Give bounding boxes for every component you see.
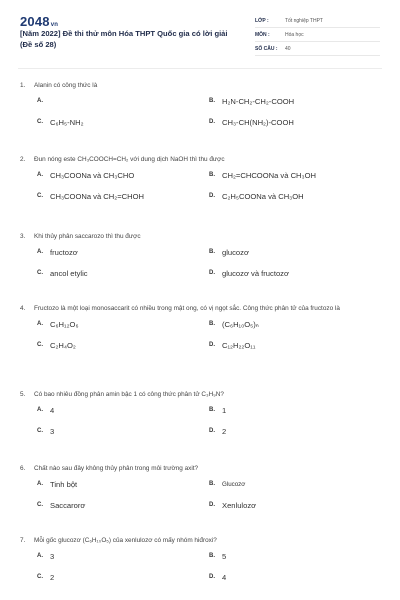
option-a[interactable] [37, 546, 209, 567]
option-text: 2 [222, 426, 227, 436]
meta-row-class [255, 14, 380, 28]
option-label: A. [37, 481, 43, 487]
option-label: D. [209, 119, 215, 125]
option-text: (C₆H₁₀O₅)ₙ [222, 319, 259, 329]
option-d[interactable] [209, 263, 381, 284]
meta-key: MÔN : [255, 31, 270, 38]
option-text: 4 [50, 405, 55, 415]
site-logo[interactable] [20, 14, 58, 29]
question-number: 2. [20, 156, 26, 163]
option-label: C. [37, 502, 43, 508]
option-label: C. [37, 428, 43, 434]
question-7 [20, 536, 385, 588]
option-label: B. [209, 481, 215, 487]
option-a[interactable] [37, 474, 209, 495]
option-d[interactable] [209, 112, 381, 133]
option-text: CH₂=CHCOONa và CH₃OH [222, 170, 317, 180]
option-text: Xenlulozơ [222, 500, 257, 510]
option-text: 3 [50, 551, 55, 561]
option-text: 1 [222, 405, 227, 415]
question-5 [20, 390, 385, 442]
option-text: Tinh bột [50, 479, 78, 489]
option-text: 2 [50, 572, 55, 582]
option-label: D. [209, 342, 215, 348]
question-4 [20, 304, 385, 356]
question-text: Fructozo là một loại monosaccarit có nhiều trong mật ong, có vị ngọt sắc. Công thức phân tử của fructozo là [34, 305, 340, 312]
meta-row-count [255, 42, 380, 56]
question-text: Khi thủy phân saccarozo thì thu được [34, 233, 141, 240]
question-number: 4. [20, 305, 26, 312]
question-number: 7. [20, 537, 26, 544]
option-b[interactable] [209, 546, 381, 567]
option-d[interactable] [209, 567, 381, 588]
option-label: B. [209, 98, 215, 104]
option-text: C₆H₁₂O₆ [50, 319, 79, 329]
option-text: H₂N-CH₂-CH₂-COOH [222, 96, 295, 106]
option-label: B. [209, 249, 215, 255]
option-text: C₁₂H₂₂O₁₁ [222, 340, 256, 350]
option-a[interactable] [37, 400, 209, 421]
option-text: C₆H₅-NH₂ [50, 117, 84, 127]
option-label: A. [37, 553, 43, 559]
option-text: CH₃COONa và CH₃CHO [50, 170, 135, 180]
option-label: D. [209, 574, 215, 580]
option-label: B. [209, 553, 215, 559]
meta-key: SỐ CÂU : [255, 45, 278, 52]
option-text: glucozơ [222, 247, 249, 257]
option-a[interactable] [37, 165, 209, 186]
meta-value: 40 [285, 45, 291, 52]
option-text: fructozơ [50, 247, 78, 257]
option-text: C₂H₄O₂ [50, 340, 76, 350]
option-text: 3 [50, 426, 55, 436]
option-label: C. [37, 342, 43, 348]
option-c[interactable] [37, 421, 209, 442]
option-d[interactable] [209, 335, 381, 356]
option-text: CH₃-CH(NH₂)-COOH [222, 117, 294, 127]
option-label: A. [37, 321, 43, 327]
meta-row-subject [255, 28, 380, 42]
option-c[interactable] [37, 112, 209, 133]
question-text: Mỗi gốc glucozơ (C₆H₁₀O₅) của xenlulozơ có mấy nhóm hiđroxi? [34, 537, 217, 544]
option-label: D. [209, 270, 215, 276]
option-label: B. [209, 172, 215, 178]
question-text: Chất nào sau đây không thủy phân trong môi trường axit? [34, 465, 199, 472]
option-text: Saccarorơ [50, 500, 86, 510]
logo-text: 2048 [20, 14, 50, 29]
option-label: A. [37, 172, 43, 178]
option-label: A. [37, 98, 43, 104]
option-text: 4 [222, 572, 227, 582]
meta-key: LỚP : [255, 17, 269, 24]
exam-title: [Năm 2022] Đề thi thử môn Hóa THPT Quốc gia có lời giải (Đề số 28) [20, 29, 228, 49]
exam-meta [255, 14, 380, 56]
option-c[interactable] [37, 335, 209, 356]
option-b[interactable] [209, 165, 381, 186]
option-text: glucozơ và fructozơ [222, 268, 289, 278]
divider [18, 68, 382, 69]
meta-value: Tốt nghiệp THPT [285, 17, 323, 24]
option-text: ancol etylic [50, 268, 88, 278]
option-a[interactable] [37, 242, 209, 263]
option-b[interactable] [209, 474, 381, 495]
option-label: D. [209, 428, 215, 434]
option-text: Glucozơ [222, 480, 246, 488]
question-number: 1. [20, 82, 26, 89]
option-b[interactable] [209, 91, 381, 112]
option-d[interactable] [209, 495, 381, 516]
question-6 [20, 464, 385, 516]
option-c[interactable] [37, 495, 209, 516]
question-text: Alanin có công thức là [34, 82, 98, 89]
option-d[interactable] [209, 186, 381, 207]
meta-value: Hóa học [285, 31, 304, 38]
question-text: Đun nóng este CH₃COOCH=CH₂ với dung dịch NaOH thì thu được [34, 156, 225, 163]
option-text: 5 [222, 551, 227, 561]
option-label: D. [209, 193, 215, 199]
option-c[interactable] [37, 263, 209, 284]
question-text: Có bao nhiêu đồng phân amin bậc 1 có công thức phân tử C₃H₉N? [34, 391, 224, 398]
question-number: 3. [20, 233, 26, 240]
option-label: A. [37, 407, 43, 413]
option-label: B. [209, 321, 215, 327]
option-a[interactable] [37, 91, 209, 112]
option-c[interactable] [37, 186, 209, 207]
option-b[interactable] [209, 400, 381, 421]
option-label: C. [37, 119, 43, 125]
option-c[interactable] [37, 567, 209, 588]
option-text: C₂H₅COONa và CH₃OH [222, 191, 304, 201]
option-label: C. [37, 574, 43, 580]
option-label: B. [209, 407, 215, 413]
logo-suffix: vn [50, 22, 59, 28]
option-label: C. [37, 270, 43, 276]
option-label: D. [209, 502, 215, 508]
option-b[interactable] [209, 242, 381, 263]
option-label: A. [37, 249, 43, 255]
question-3 [20, 232, 385, 284]
option-a[interactable] [37, 314, 209, 335]
question-2 [20, 155, 385, 207]
option-label: C. [37, 193, 43, 199]
option-d[interactable] [209, 421, 381, 442]
question-number: 5. [20, 391, 26, 398]
option-text: CH₃COONa và CH₂=CHOH [50, 191, 145, 201]
option-b[interactable] [209, 314, 381, 335]
question-number: 6. [20, 465, 26, 472]
question-1 [20, 81, 385, 133]
